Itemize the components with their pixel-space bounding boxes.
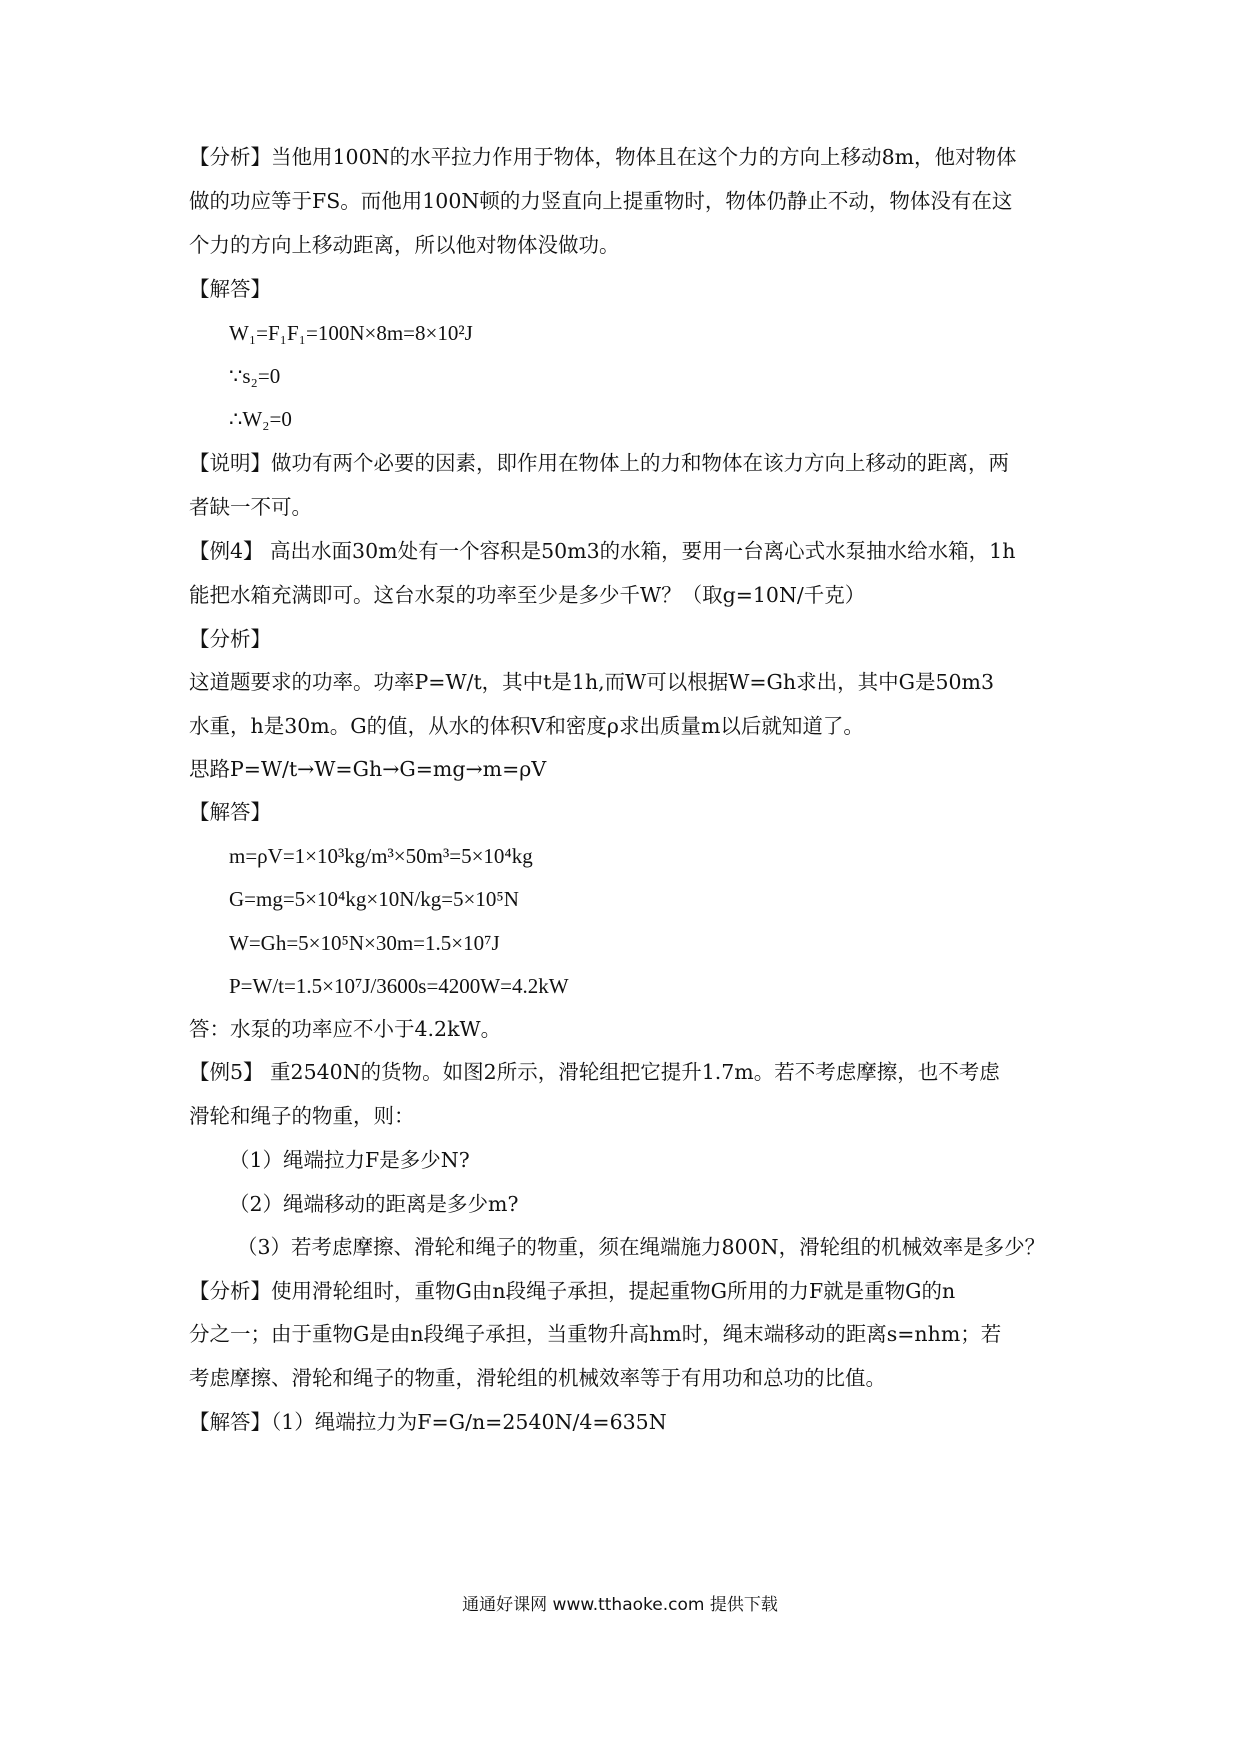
example-heading: 【例5】 重2540N的货物。如图2所示，滑轮组把它提升1.7m。若不考虑摩擦，也不考虑 xyxy=(189,1060,1000,1084)
formula-line: P=W/t=1.5×10⁷J/3600s=4200W=4.2kW xyxy=(229,974,569,998)
text-line: 做的功应等于FS。而他用100N顿的力竖直向上提重物时，物体仍静止不动，物体没有在这 xyxy=(189,189,1013,213)
formula-line: m=ρV=1×10³kg/m³×50m³=5×10⁴kg xyxy=(229,844,533,868)
text-line: 【分析】使用滑轮组时，重物G由n段绳子承担，提起重物G所用的力F就是重物G的n xyxy=(189,1279,956,1303)
answer-heading: 【解答】 xyxy=(189,800,271,824)
formula-line: W₁=F₁F₁=100N×8m=8×10²J xyxy=(229,321,473,345)
text-line: 个力的方向上移动距离，所以他对物体没做功。 xyxy=(189,233,620,257)
text-line: 【解答】（1）绳端拉力为F=G/n=2540N/4=635N xyxy=(189,1410,667,1434)
formula-line: W=Gh=5×10⁵N×30m=1.5×10⁷J xyxy=(229,931,500,955)
formula-line: ∴W₂=0 xyxy=(229,407,292,431)
question-item: （2）绳端移动的距离是多少m? xyxy=(229,1192,519,1216)
question-item: （1）绳端拉力F是多少N? xyxy=(229,1148,470,1172)
example-heading: 【例4】 高出水面30m处有一个容积是50m3的水箱，要用一台离心式水泵抽水给水箱，1h xyxy=(189,539,1016,563)
answer-heading: 【解答】 xyxy=(189,277,271,301)
formula-line: ∵s₂=0 xyxy=(229,364,281,388)
text-line: 这道题要求的功率。功率P=W/t，其中t是1h,而W可以根据W=Gh求出，其中G是50m3 xyxy=(189,670,995,694)
question-item: （3）若考虑摩擦、滑轮和绳子的物重，须在绳端施力800N，滑轮组的机械效率是多少？ xyxy=(237,1235,1046,1259)
text-line: 分之一；由于重物G是由n段绳子承担，当重物升高hm时，绳末端移动的距离s=nhm；若 xyxy=(189,1322,1002,1346)
text-line: 【说明】做功有两个必要的因素，即作用在物体上的力和物体在该力方向上移动的距离，两 xyxy=(189,451,1009,475)
page-footer: 通通好课网 www.tthaoke.com 提供下载 xyxy=(462,1595,778,1615)
text-line: 水重，h是30m。G的值，从水的体积V和密度ρ求出质量m以后就知道了。 xyxy=(189,714,864,738)
text-line: 思路P=W/t→W=Gh→G=mg→m=ρV xyxy=(189,757,547,781)
text-line: 滑轮和绳子的物重，则： xyxy=(189,1104,415,1128)
text-line: 能把水箱充满即可。这台水泵的功率至少是多少千W？（取g=10N/千克） xyxy=(189,583,866,607)
analysis-heading: 【分析】 xyxy=(189,627,271,651)
text-line: 【分析】当他用100N的水平拉力作用于物体，物体且在这个力的方向上移动8m，他对物体 xyxy=(189,145,1017,169)
text-line: 答：水泵的功率应不小于4.2kW。 xyxy=(189,1017,502,1041)
formula-line: G=mg=5×10⁴kg×10N/kg=5×10⁵N xyxy=(229,887,519,911)
text-line: 考虑摩擦、滑轮和绳子的物重，滑轮组的机械效率等于有用功和总功的比值。 xyxy=(189,1366,886,1390)
text-line: 者缺一不可。 xyxy=(189,495,312,519)
